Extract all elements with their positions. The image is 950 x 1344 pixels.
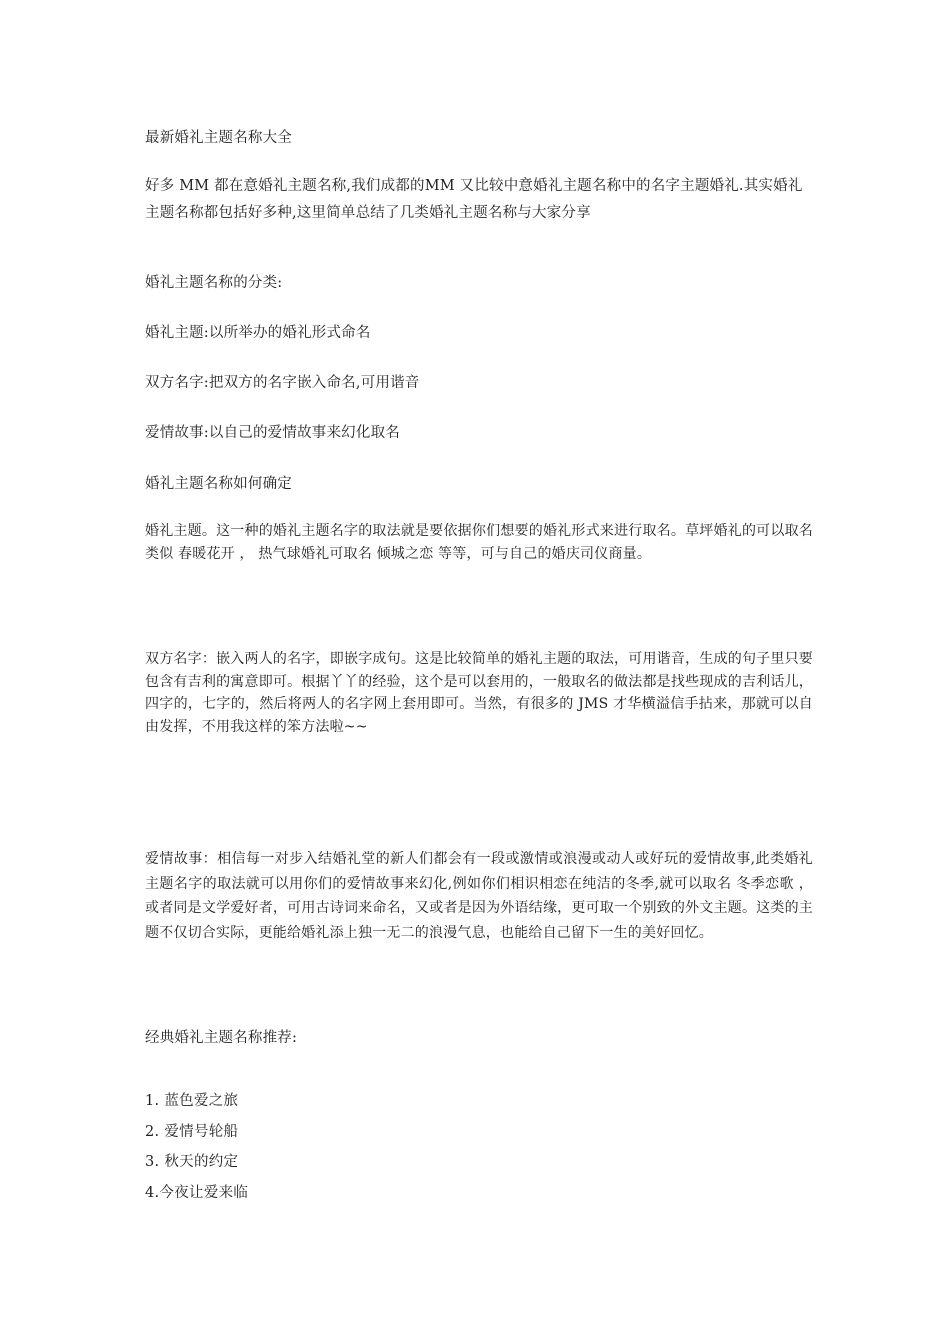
paragraph-ceremony-theme: 婚礼主题。这一种的婚礼主题名字的取法就是要依据你们想要的婚礼形式来进行取名。草坪婚礼的可以取名类似 春暖花开 ， 热气球婚礼可取名 倾城之恋 等等，可与自己的婚庆司仪商量。: [145, 523, 813, 562]
list-item: 2. 爱情号轮船: [145, 1123, 239, 1140]
list-item: 3. 秋天的约定: [145, 1154, 239, 1170]
category-item-ceremony: 婚礼主题:以所举办的婚礼形式命名: [145, 325, 371, 341]
category-item-love-story: 爱情故事:以自己的爱情故事来幻化取名: [145, 425, 400, 441]
recommendations-heading: 经典婚礼主题名称推荐:: [145, 1030, 298, 1046]
recommendations-list: [145, 1086, 445, 1208]
list-item: 4.今夜让爱来临: [145, 1184, 249, 1201]
categories-heading: 婚礼主题名称的分类:: [145, 275, 283, 291]
category-item-names: 双方名字:把双方的名字嵌入命名,可用谐音: [145, 375, 420, 391]
paragraph-love-story-theme: 爱情故事：相信每一对步入结婚礼堂的新人们都会有一段或激情或浪漫或动人或好玩的爱情故事,此类婚礼主题名字的取法就可以用你们的爱情故事来幻化,例如你们相识相恋在纯洁的冬季,就可以取名 冬季恋歌 ，或者同是文学爱好者，可用古诗词来命名，又或者是因为外语结缘，更可取一个别致的外文主题。这类的主题不仅切合实际，更能给婚礼添上独一无二的浪漫气息，也能给自己留下一生的美好回忆。: [145, 851, 813, 941]
list-item: 1. 蓝色爱之旅: [145, 1093, 239, 1109]
intro-paragraph: 好多 MM 都在意婚礼主题名称,我们成都的MM 又比较中意婚礼主题名称中的名字主题婚礼.其实婚礼主题名称都包括好多种,这里简单总结了几类婚礼主题名称与大家分享: [145, 178, 803, 221]
paragraph-names-theme: 双方名字：嵌入两人的名字，即嵌字成句。这是比较简单的婚礼主题的取法，可用谐音，生成的句子里只要包含有吉利的寓意即可。根据丫丫的经验，这个是可以套用的，一般取名的做法都是找些现成的吉利话儿，四字的，七字的，然后将两人的名字网上套用即可。当然，有很多的 JMS 才华横溢信手拈来，那就可以自由发挥，不用我这样的笨方法啦~~: [145, 651, 813, 735]
how-to-decide-heading: 婚礼主题名称如何确定: [145, 476, 292, 492]
document-title: 最新婚礼主题名称大全: [145, 130, 292, 146]
